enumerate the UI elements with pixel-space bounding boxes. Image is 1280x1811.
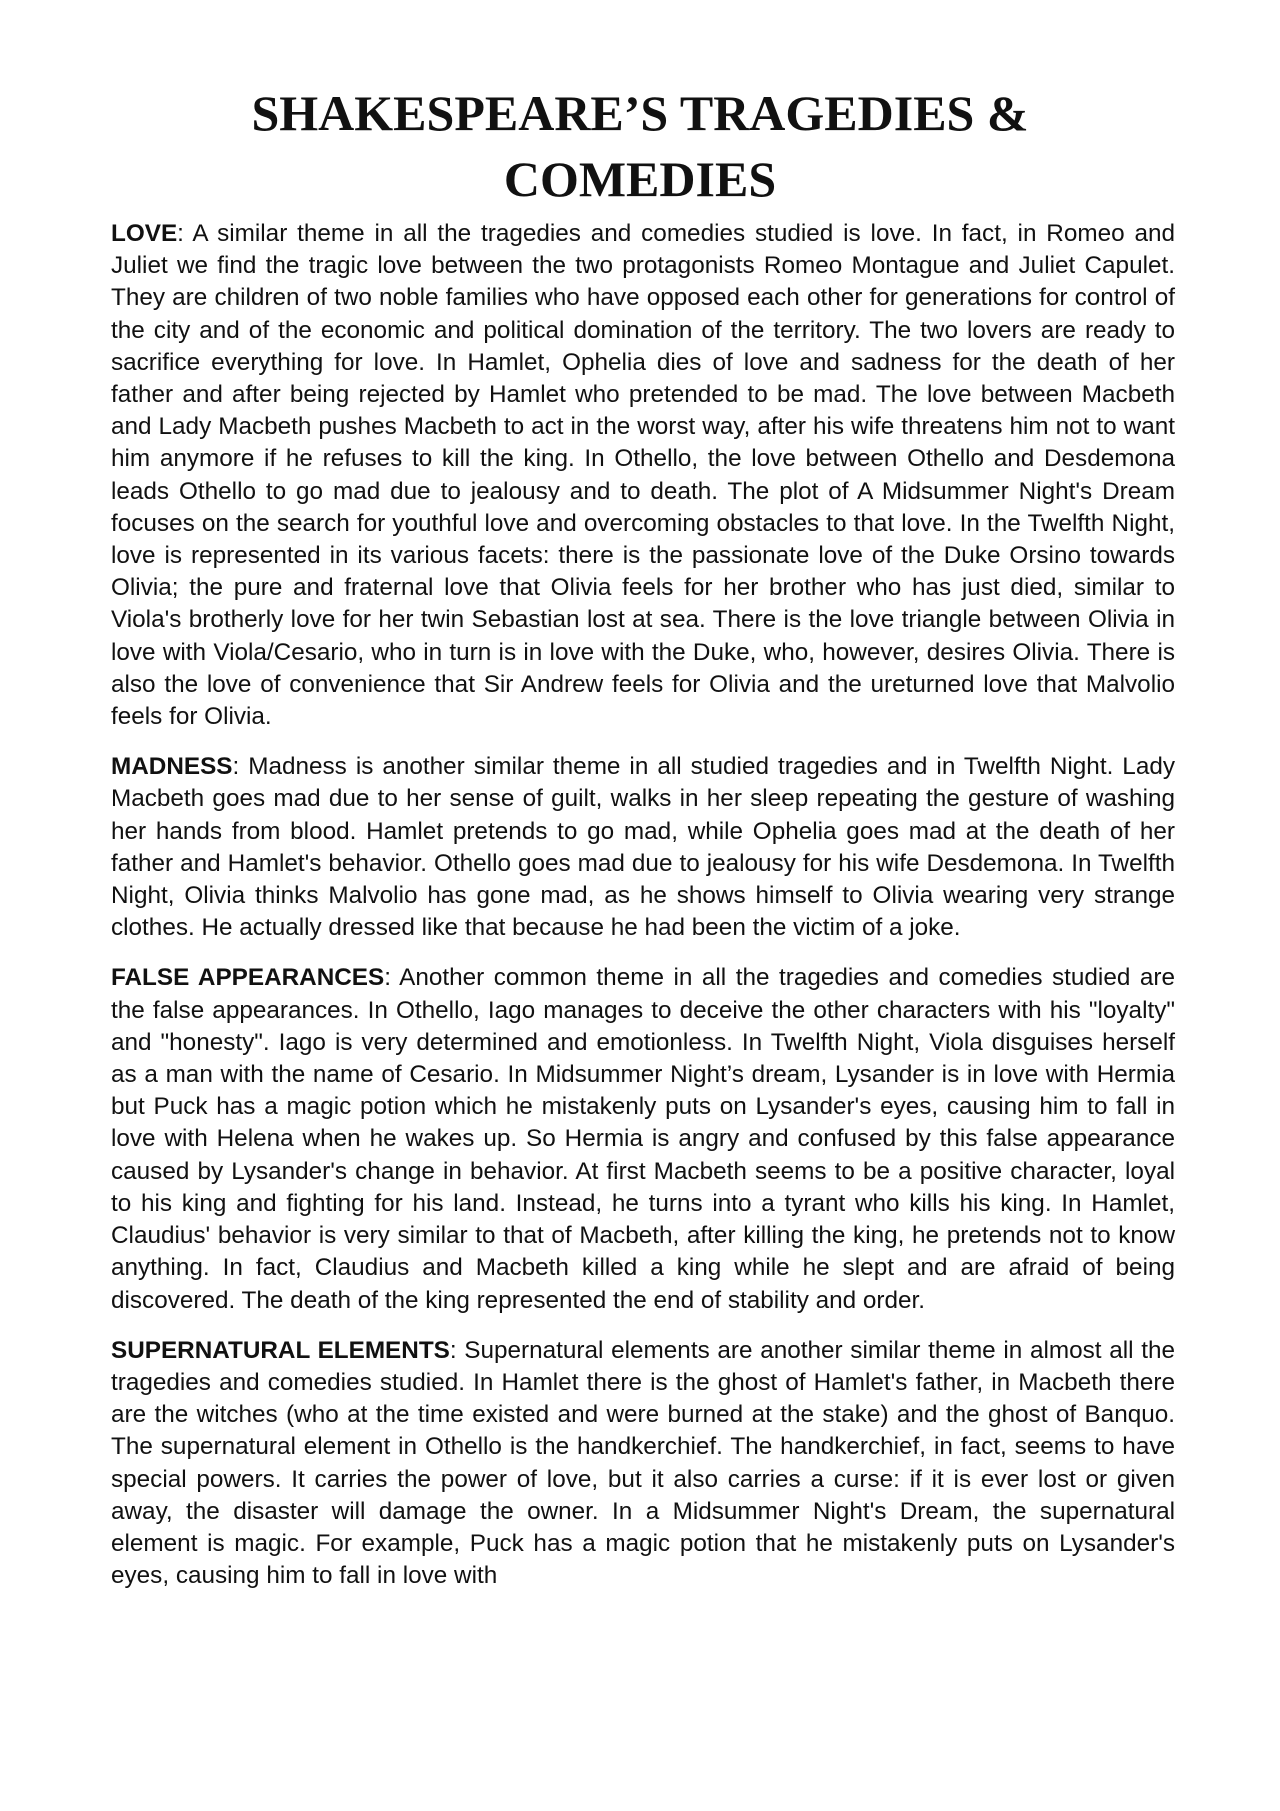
- section-love: [111, 218, 1175, 733]
- section-heading: FALSE APPEARANCES: [111, 964, 385, 992]
- section-text: : Supernatural elements are another similar theme in almost all the tragedies and comedies studied. In Hamlet there is the ghost of Hamlet's father, in Macbeth there are the witches (who at the time existed and were burned at the stake) and the ghost of Banquo. The supernatural element in Othello is the handkerchief. The handkerchief, in fact, seems to have special powers. It carries the power of love, but it also carries a curse: if it is ever lost or given away, the disaster will damage the owner. In a Midsummer Night's Dream, the supernatural element is magic. For example, Puck has a magic potion that he mistakenly puts on Lysander's eyes, causing him to fall in love with: [111, 1336, 1175, 1590]
- page-title: [110, 80, 1170, 212]
- section-heading: LOVE: [111, 220, 178, 247]
- section-text: : Another common theme in all the tragedies and comedies studied are the false appearances. In Othello, Iago manages to deceive the other characters with his "loyalty" and "honesty". Iago is very determined and emotionless. In Twelfth Night, Viola disguises herself as a man with the name of Cesario. In Midsummer Night’s dream, Lysander is in love with Hermia but Puck has a magic potion which he mistakenly puts on Lysander's eyes, causing him to fall in love with Helena when he wakes up. So Hermia is angry and confused by this false appearance caused by Lysander's change in behavior. At first Macbeth seems to be a positive character, loyal to his king and fighting for his land. Instead, he turns into a tyrant who kills his king. In Hamlet, Claudius' behavior is very similar to that of Macbeth, after killing the king, he pretends not to know anything. In fact, Claudius and Macbeth killed a king while he slept and are afraid of being discovered. The death of the king represented the end of stability and order.: [111, 964, 1175, 1314]
- title-line-1: SHAKESPEARE’S TRAGEDIES &: [251, 85, 1029, 141]
- document-body: [111, 218, 1175, 1610]
- section-heading: MADNESS: [111, 753, 233, 781]
- section-false-appearances: [111, 962, 1175, 1316]
- section-supernatural-elements: [111, 1335, 1175, 1593]
- section-text: : Madness is another similar theme in all studied tragedies and in Twelfth Night. Lady Macbeth goes mad due to her sense of guilt, walks in her sleep repeating the gesture of washing her hands from blood. Hamlet pretends to go mad, while Ophelia goes mad at the death of her father and Hamlet's behavior. Othello goes mad due to jealousy for his wife Desdemona. In Twelfth Night, Olivia thinks Malvolio has gone mad, as he shows himself to Olivia wearing very strange clothes. He actually dressed like that because he had been the victim of a joke.: [111, 753, 1175, 942]
- section-madness: [111, 751, 1175, 944]
- section-text: : A similar theme in all the tragedies and comedies studied is love. In fact, in Romeo and Juliet we find the tragic love between the two protagonists Romeo Montague and Juliet Capulet. They are children of two noble families who have opposed each other for generations for control of the city and of the economic and political domination of the territory. The two lovers are ready to sacrifice everything for love. In Hamlet, Ophelia dies of love and sadness for the death of her father and after being rejected by Hamlet who pretended to be mad. The love between Macbeth and Lady Macbeth pushes Macbeth to act in the worst way, after his wife threatens him not to want him anymore if he refuses to kill the king. In Othello, the love between Othello and Desdemona leads Othello to go mad due to jealousy and to death. The plot of A Midsummer Night's Dream focuses on the search for youthful love and overcoming obstacles to that love. In the Twelfth Night, love is represented in its various facets: there is the passionate love of the Duke Orsino towards Olivia; the pure and fraternal love that Olivia feels for her brother who has just died, similar to Viola's brotherly love for her twin Sebastian lost at sea. There is the love triangle between Olivia in love with Viola/Cesario, who in turn is in love with the Duke, who, however, desires Olivia. There is also the love of convenience that Sir Andrew feels for Olivia and the ureturned love that Malvolio feels for Olivia.: [111, 220, 1175, 731]
- section-heading: SUPERNATURAL ELEMENTS: [111, 1336, 450, 1364]
- title-line-2: COMEDIES: [503, 151, 777, 207]
